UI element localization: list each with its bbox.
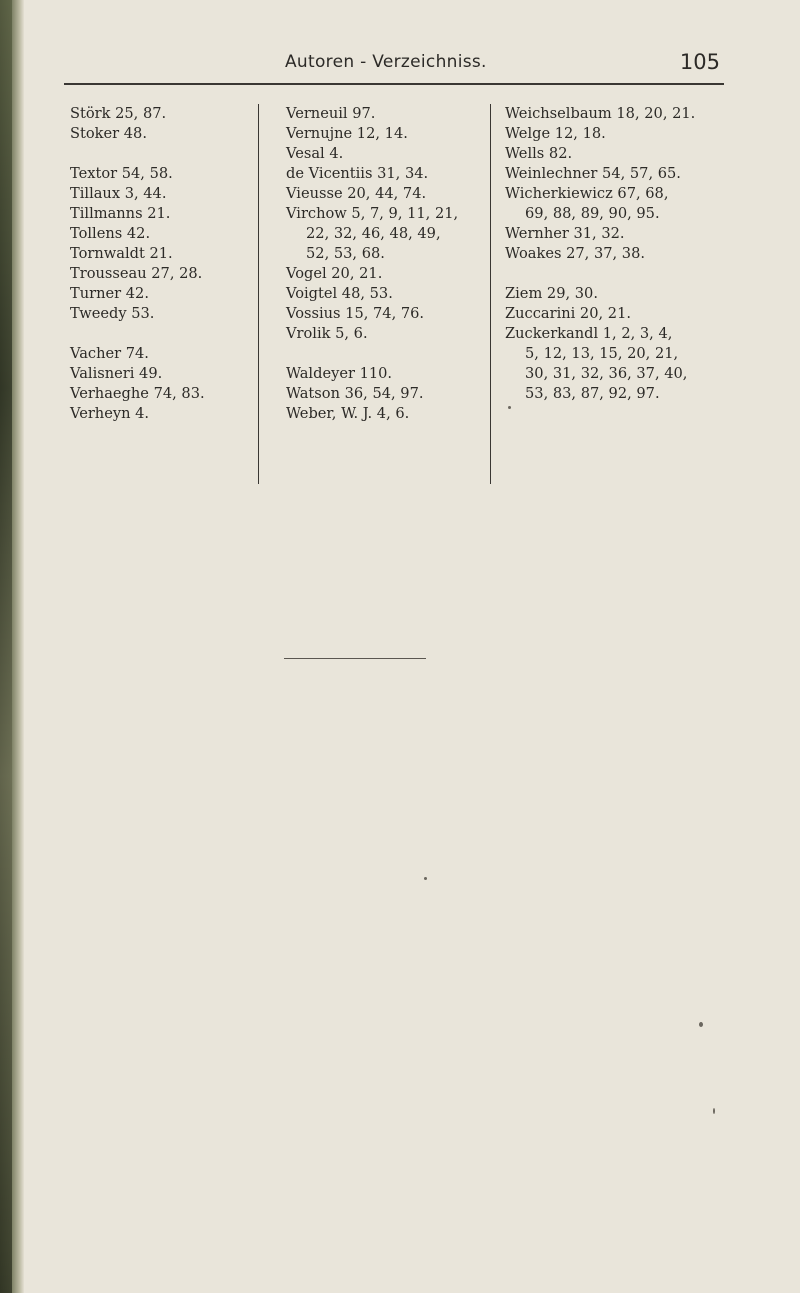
index-entry: Ziem 29, 30. [505,285,598,302]
index-entry-continuation: 52, 53, 68. [306,245,385,262]
page-gutter-shadow [0,0,24,1293]
index-entry: Vossius 15, 74, 76. [286,305,425,322]
index-entry: Wernher 31, 32. [505,225,625,242]
index-column-2 [258,104,458,484]
header-rule [64,83,724,85]
index-entry: Waldeyer 110. [286,365,393,382]
index-entry: Verneuil 97. [286,105,376,122]
index-entry: Vesal 4. [286,145,344,162]
index-entry: Tweedy 53. [70,305,155,322]
index-entry: Tillmanns 21. [70,205,171,222]
index-entry: Weber, W. J. 4, 6. [286,405,410,422]
index-entry: Verhaeghe 74, 83. [70,385,205,402]
index-entry: Zuckerkandl 1, 2, 3, 4, [505,325,673,342]
index-entry: Tollens 42. [70,225,151,242]
paper-speck [699,1022,703,1027]
index-entry: Virchow 5, 7, 9, 11, 21, [286,205,459,222]
index-entry: Vernujne 12, 14. [286,125,408,142]
group-gap [505,264,695,284]
index-entry: Stoker 48. [70,125,147,142]
index-entry: Vieusse 20, 44, 74. [286,185,427,202]
index-entry: Voigtel 48, 53. [286,285,393,302]
index-entry: Vacher 74. [70,345,149,362]
index-entry: Woakes 27, 37, 38. [505,245,646,262]
group-gap [70,144,205,164]
index-entry: Valisneri 49. [70,365,163,382]
index-entry: Vrolik 5, 6. [286,325,368,342]
index-entry-continuation: 22, 32, 46, 48, 49, [306,225,441,242]
group-gap [286,344,458,364]
index-entry-continuation: 69, 88, 89, 90, 95. [525,205,660,222]
paper-speck [508,406,511,409]
index-entry: Wells 82. [505,145,573,162]
index-entry: de Vicentiis 31, 34. [286,165,429,182]
index-entry: Weinlechner 54, 57, 65. [505,165,681,182]
index-entry-continuation: 5, 12, 13, 15, 20, 21, [525,345,679,362]
index-entry: Watson 36, 54, 97. [286,385,424,402]
end-rule [284,658,426,659]
paper-speck [424,877,427,880]
index-entry: Tornwaldt 21. [70,245,173,262]
index-entry: Textor 54, 58. [70,165,173,182]
page-number: 105 [679,50,720,74]
page-header [285,52,725,82]
index-column-1 [70,104,205,424]
index-entry: Vogel 20, 21. [286,265,383,282]
index-entry: Verheyn 4. [70,405,150,422]
group-gap [70,324,205,344]
index-entry: Störk 25, 87. [70,105,167,122]
index-entry: Weichselbaum 18, 20, 21. [505,105,696,122]
index-entry-continuation: 30, 31, 32, 36, 37, 40, [525,365,688,382]
paper-speck [713,1108,715,1114]
index-entry: Trousseau 27, 28. [70,265,203,282]
index-entry: Wicherkiewicz 67, 68, [505,185,669,202]
running-title: Autoren - Verzeichniss. [285,52,487,72]
index-entry: Turner 42. [70,285,149,302]
index-entry: Tillaux 3, 44. [70,185,167,202]
index-entry: Zuccarini 20, 21. [505,305,631,322]
index-entry: Welge 12, 18. [505,125,606,142]
index-column-3 [490,104,695,484]
binding-edge [0,0,12,1293]
index-entry-continuation: 53, 83, 87, 92, 97. [525,385,660,402]
